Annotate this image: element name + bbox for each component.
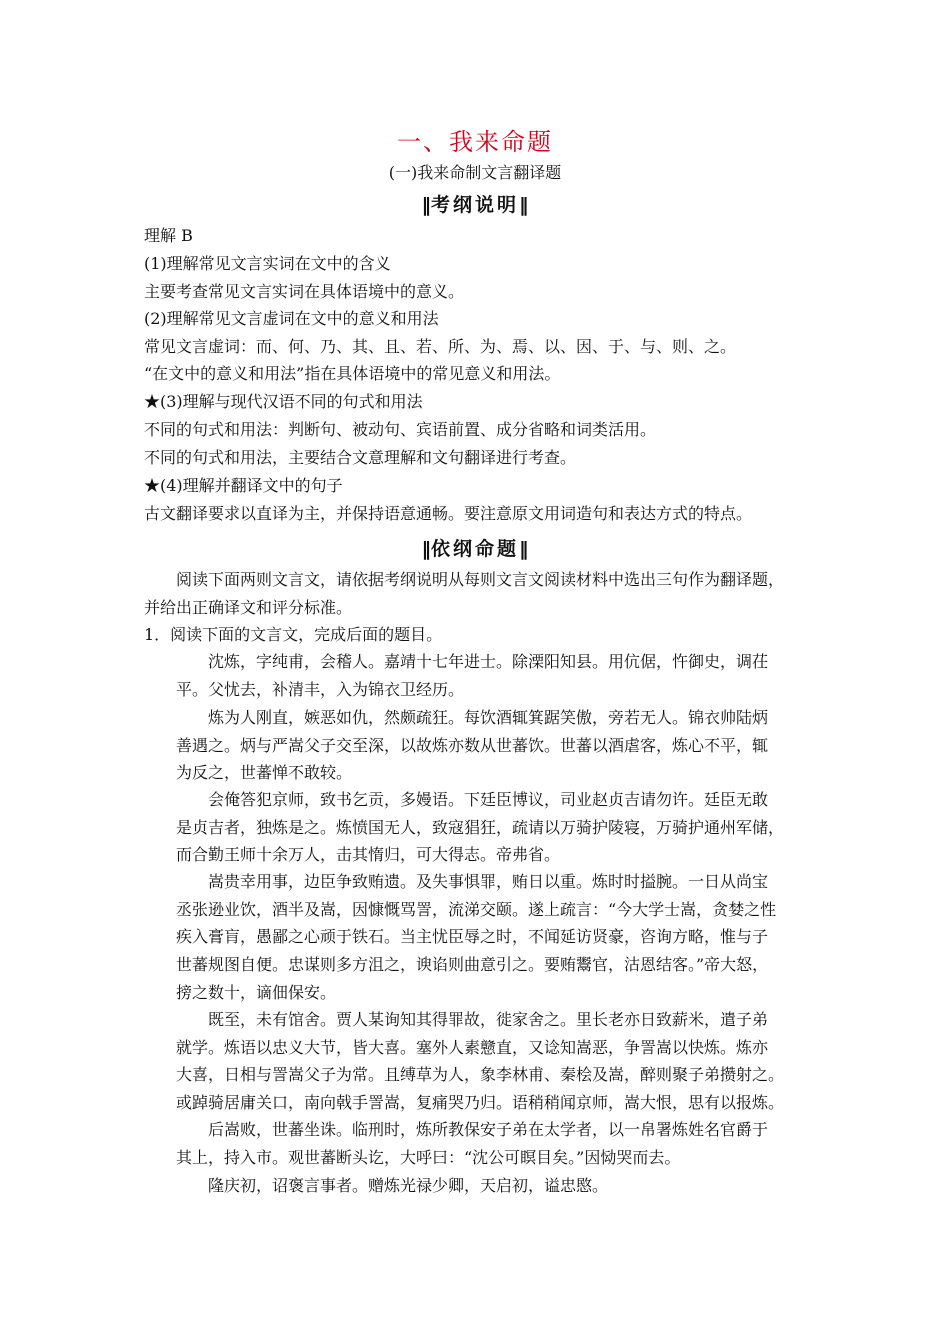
passage-line: 而合勤王师十余万人，击其惰归，可大得志。帝弗省。 [176,845,561,864]
passage-line: 后嵩败，世蕃坐诛。临刑时，炼所教保安子弟在太学者，以一帛署炼姓名官爵于 [208,1120,769,1139]
passage-line: 隆庆初，诏褒言事者。赠炼光禄少卿，天启初，谥忠愍。 [208,1176,609,1195]
passage-line: 沈炼，字纯甫，会稽人。嘉靖十七年进士。除溧阳知县。用伉倨，忤御史，调茌 [208,652,769,671]
syllabus-line: 不同的句式和用法：判断句、被动句、宾语前置、成分省略和词类活用。 [144,420,657,439]
passage-line: 或踔骑居庸关口，南向戟手詈嵩，复痛哭乃归。语稍稍闻京师，嵩大恨，思有以报炼。 [176,1093,785,1112]
passage-line: 会俺答犯京师，致书乞贡，多嫚语。下廷臣博议，司业赵贞吉请勿许。廷臣无敢 [208,790,769,809]
passage-line: 平。父忧去，补清丰，入为锦衣卫经历。 [176,680,465,699]
page-title: 一、我来命题 [397,128,553,156]
passage-line: 既至，未有馆舍。贾人某询知其得罪故，徙家舍之。里长老亦日致薪米，遣子弟 [208,1010,769,1029]
passage-line: 世蕃规图自便。忠谋则多方沮之，谀谄则曲意引之。要贿鬻官，沽恩结客。”帝大怒， [176,955,769,974]
syllabus-line: 不同的句式和用法，主要结合文意理解和文句翻译进行考查。 [144,448,577,467]
passage-line: 就学。炼语以忠义大节，皆大喜。塞外人素戆直，又谂知嵩恶，争詈嵩以快炼。炼亦 [176,1038,769,1057]
syllabus-line: (2)理解常见文言虚词在文中的意义和用法 [144,309,439,328]
syllabus-line: (1)理解常见文言实词在文中的含义 [144,254,391,273]
banner-bar-left: ‖ [421,538,431,560]
question-heading: 1．阅读下面的文言文，完成后面的题目。 [144,625,443,644]
passage-line: 炼为人刚直，嫉恶如仇，然颇疏狂。每饮酒辄箕踞笑傲，旁若无人。锦衣帅陆炳 [208,708,769,727]
passage-line: 嵩贵幸用事，边臣争致贿遗。及失事惧罪，贿日以重。炼时时搤腕。一日从尚宝 [208,872,769,891]
instruction-line: 阅读下面两则文言文，请依据考纲说明从每则文言文阅读材料中选出三句作为翻译题， [176,570,785,589]
banner-syllabus-text: 考纲说明 [430,194,519,216]
page-subtitle: (一)我来命制文言翻译题 [388,163,562,182]
banner-bar-right: ‖ [519,538,529,560]
passage-line: 其上，持入市。观世蕃断头讫，大呼曰：“沈公可瞑目矣。”因恸哭而去。 [176,1148,681,1167]
passage-line: 搒之数十，谪佃保安。 [176,983,337,1002]
syllabus-line: 理解 B [144,226,193,245]
passage-line: 是贞吉者，独炼是之。炼愤国无人，致寇猖狂，疏请以万骑护陵寝，万骑护通州军储， [176,818,785,837]
banner-bar-right: ‖ [519,194,529,216]
syllabus-line: “在文中的意义和用法”指在具体语境中的常见意义和用法。 [144,364,561,383]
passage-line: 善遇之。炳与严嵩父子交至深，以故炼亦数从世蕃饮。世蕃以酒虐客，炼心不平，辄 [176,736,769,755]
passage-line: 大喜，日相与詈嵩父子为常。且缚草为人，象李林甫、秦桧及嵩，醉则聚子弟攒射之。 [176,1065,785,1084]
banner-bar-left: ‖ [421,194,431,216]
syllabus-line: ★(3)理解与现代汉语不同的句式和用法 [144,392,423,411]
syllabus-line: 主要考查常见文言实词在具体语境中的意义。 [144,282,465,301]
syllabus-line: ★(4)理解并翻译文中的句子 [144,476,343,495]
passage-line: 为反之，世蕃惮不敢较。 [176,763,353,782]
instruction-line: 并给出正确译文和评分标准。 [144,598,353,617]
section-banner-syllabus [0,190,950,217]
banner-questions-text: 依纲命题 [430,538,519,560]
syllabus-line: 古文翻译要求以直译为主，并保持语意通畅。要注意原文用词造句和表达方式的特点。 [144,504,753,523]
syllabus-line: 常见文言虚词：而、何、乃、其、且、若、所、为、焉、以、因、于、与、则、之。 [144,337,737,356]
passage-line: 疾入膏肓，愚鄙之心顽于铁石。当主忧臣辱之时，不闻延访贤豪，咨询方略，惟与子 [176,927,769,946]
passage-line: 丞张逊业饮，酒半及嵩，因慷慨骂詈，流涕交颐。遂上疏言：“今大学士嵩，贪婪之性 [176,900,777,919]
section-banner-questions [0,534,950,561]
